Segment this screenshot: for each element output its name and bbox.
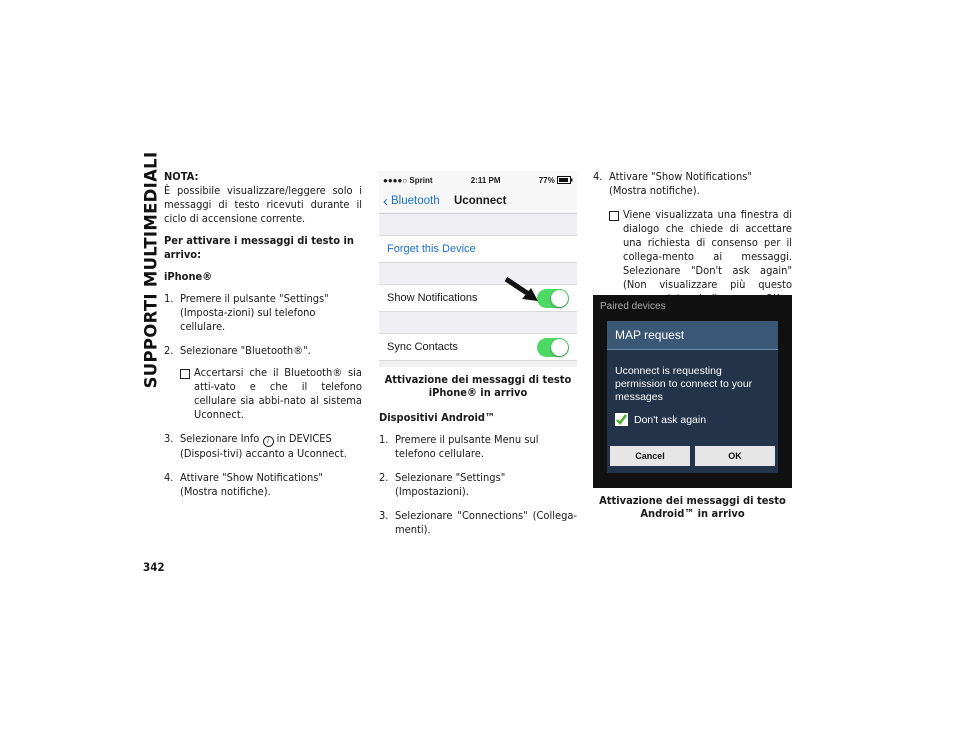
android-step-4 xyxy=(593,170,792,198)
column-2 xyxy=(379,373,577,547)
pointer-arrow-icon xyxy=(504,277,540,303)
android-step-2 xyxy=(379,471,577,499)
iphone-step-4 xyxy=(164,471,362,499)
android-heading: Dispositivi Android™ xyxy=(379,411,495,424)
ok-button[interactable]: OK xyxy=(695,446,775,466)
dialog-buttons xyxy=(607,446,778,466)
map-request-dialog xyxy=(607,321,778,473)
carrier-label: ●●●●○ Sprint xyxy=(383,175,433,185)
note-label: NOTA: xyxy=(164,170,199,183)
forget-device-row[interactable] xyxy=(379,235,577,263)
dont-ask-again-checkbox[interactable] xyxy=(607,404,778,426)
nav-title: Uconnect xyxy=(454,195,507,207)
step-text: Attivare "Show Notifications" (Mostra notifiche). xyxy=(180,471,323,498)
iphone-caption: Attivazione dei messaggi di testo iPhone® in arrivo xyxy=(384,373,572,399)
section-heading: Per attivare i messaggi di testo in arrivo: xyxy=(164,234,354,261)
step-number: 4. xyxy=(164,471,174,484)
page-number: 342 xyxy=(143,560,165,574)
paired-devices-label: Paired devices xyxy=(600,301,666,312)
step-number: 1. xyxy=(379,433,389,446)
show-notifications-label: Show Notifications xyxy=(387,292,478,304)
android-step-4-bullet xyxy=(609,208,792,306)
step-text: Premere il pulsante "Settings" (Imposta-zioni) sul telefono cellulare. xyxy=(180,292,329,333)
step-text xyxy=(180,432,362,461)
step-number: 3. xyxy=(164,432,174,445)
back-button[interactable] xyxy=(379,194,440,209)
dialog-message: Uconnect is requesting permission to connect to your messages xyxy=(615,365,753,403)
checkbox-checked-icon xyxy=(615,413,628,426)
step-number: 4. xyxy=(593,170,603,183)
step-number: 2. xyxy=(164,344,174,357)
android-caption-wrap xyxy=(593,494,792,528)
step-text-part: in DEVICES (Disposi-tivi) accanto a Uconnect. xyxy=(180,432,347,460)
iphone-step-2 xyxy=(164,344,362,358)
checkbox-label: Don't ask again xyxy=(634,413,707,426)
cancel-button[interactable]: Cancel xyxy=(610,446,690,466)
show-notifications-row xyxy=(379,284,577,312)
iphone-screenshot xyxy=(379,171,577,367)
step-text: Attivare "Show Notifications" (Mostra notifiche). xyxy=(609,170,752,197)
note-text: È possibile visualizzare/leggere solo i messaggi di testo ricevuti durante il ciclo di accensione corrente. xyxy=(164,184,362,225)
step-text: Selezionare "Connections" (Collega-menti). xyxy=(395,509,577,536)
sync-contacts-label: Sync Contacts xyxy=(387,341,458,353)
step-text: Selezionare "Settings" (Impostazioni). xyxy=(395,471,506,498)
bullet-text: Accertarsi che il Bluetooth® sia atti-vato e che il telefono cellulare sia abbi-nato al sistema Uconnect. xyxy=(194,366,362,421)
iphone-heading: iPhone® xyxy=(164,270,213,283)
info-icon: i xyxy=(263,436,274,447)
square-bullet-icon xyxy=(180,369,190,379)
battery-percent: 77% xyxy=(538,175,555,185)
square-bullet-icon xyxy=(609,211,619,221)
step-number: 2. xyxy=(379,471,389,484)
show-notifications-toggle[interactable] xyxy=(537,289,569,308)
step-number: 1. xyxy=(164,292,174,305)
side-section-title-text: SUPPORTI MULTIMEDIALI xyxy=(141,151,161,389)
android-screenshot xyxy=(593,295,792,488)
back-label: Bluetooth xyxy=(391,195,440,207)
sync-contacts-toggle[interactable] xyxy=(537,338,569,357)
iphone-step-3 xyxy=(164,432,362,461)
android-caption: Attivazione dei messaggi di testo Android™ in arrivo xyxy=(599,494,786,520)
iphone-step-2-bullet xyxy=(180,366,362,422)
sync-contacts-row xyxy=(379,333,577,361)
iphone-step-1 xyxy=(164,292,362,334)
time-label: 2:11 PM xyxy=(470,175,501,185)
chevron-left-icon: ‹ xyxy=(383,192,388,210)
step-text-part: Selezionare Info xyxy=(180,432,260,445)
ios-nav-bar xyxy=(379,189,577,214)
ios-status-bar xyxy=(379,171,577,189)
dialog-title: MAP request xyxy=(607,321,778,350)
bullet-text: Viene visualizzata una finestra di dialogo che chiede di accettare una richiesta di consenso per il collega-mento ai messaggi. Selezionare "Don't ask again" (Non visualizzare più questo xyxy=(623,208,792,291)
battery-icon xyxy=(557,176,573,184)
step-number: 3. xyxy=(379,509,389,522)
column-1 xyxy=(164,170,362,509)
side-section-title xyxy=(138,151,164,389)
android-step-3 xyxy=(379,509,577,537)
android-step-1 xyxy=(379,433,577,461)
step-text: Premere il pulsante Menu sul telefono cellulare. xyxy=(395,433,539,460)
step-text: Selezionare "Bluetooth®". xyxy=(180,344,311,357)
forget-device-label: Forget this Device xyxy=(387,243,476,255)
battery-label xyxy=(539,176,573,185)
